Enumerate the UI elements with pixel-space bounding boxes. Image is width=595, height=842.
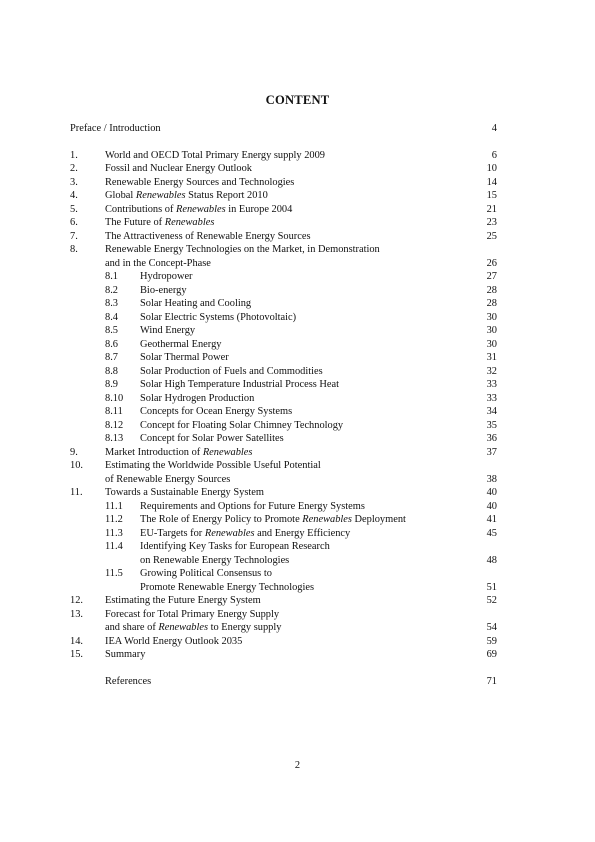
- toc-number: 8.13: [105, 433, 124, 444]
- toc-number: 4.: [70, 190, 78, 201]
- toc-page-number: 33: [486, 379, 497, 390]
- toc-entry-title: Concept for Solar Power Satellites: [140, 433, 284, 444]
- toc-entry-title: The Attractiveness of Renewable Energy Sources: [105, 231, 311, 242]
- toc-row: [0, 500, 595, 514]
- toc-page-number: 59: [486, 636, 497, 647]
- toc-page-number: 54: [486, 622, 497, 633]
- toc-row: [0, 311, 595, 325]
- toc-entry-title: Solar High Temperature Industrial Process Heat: [140, 379, 340, 390]
- toc-entry-title: of Renewable Energy Sources: [105, 474, 231, 485]
- toc-number: 8.11: [105, 406, 123, 417]
- toc-number: 8.: [70, 244, 78, 255]
- toc-number: 8.7: [105, 352, 118, 363]
- toc-number: 2.: [70, 163, 78, 174]
- toc-row: [0, 513, 595, 527]
- toc-entry-title: Identifying Key Tasks for European Research: [140, 541, 330, 552]
- toc-row: [0, 297, 595, 311]
- toc-entry-title: Solar Production of Fuels and Commodities: [140, 366, 323, 377]
- toc-row: [0, 621, 595, 635]
- toc-row: [0, 554, 595, 568]
- toc-entry-title: The Role of Energy Policy to Promote Renewables Deployment: [140, 514, 406, 525]
- toc-row: [0, 567, 595, 581]
- toc-entry-title: Renewable Energy Technologies on the Market, in Demonstration: [105, 244, 380, 255]
- toc-number: 8.5: [105, 325, 118, 336]
- toc-entry-title: EU-Targets for Renewables and Energy Efficiency: [140, 528, 351, 539]
- toc-page-number: 6: [491, 150, 497, 161]
- toc-row: [0, 405, 595, 419]
- toc-row: [0, 675, 595, 689]
- toc-page-number: 27: [486, 271, 497, 282]
- toc-page-number: 30: [486, 312, 497, 323]
- toc-number: 5.: [70, 204, 78, 215]
- toc-row: [0, 486, 595, 500]
- toc-number: 8.2: [105, 285, 118, 296]
- toc-row: [0, 459, 595, 473]
- toc-page-number: 40: [486, 487, 497, 498]
- toc-page-number: 51: [486, 582, 497, 593]
- toc-entry-title: Concepts for Ocean Energy Systems: [140, 406, 293, 417]
- toc-page-number: 32: [486, 366, 497, 377]
- toc-number: 11.4: [105, 541, 123, 552]
- toc-number: 8.9: [105, 379, 118, 390]
- toc-row: [0, 540, 595, 554]
- toc-entry-title: Estimating the Future Energy System: [105, 595, 261, 606]
- toc-number: 11.5: [105, 568, 123, 579]
- toc-page-number: 15: [486, 190, 497, 201]
- toc-entry-title: Estimating the Worldwide Possible Useful Potential: [105, 460, 321, 471]
- toc-number: 8.1: [105, 271, 118, 282]
- toc-page-number: 35: [486, 420, 497, 431]
- toc-entry-title: Preface / Introduction: [70, 123, 161, 134]
- toc-entry-title: Renewable Energy Sources and Technologies: [105, 177, 295, 188]
- toc-row: [0, 203, 595, 217]
- toc-number: 8.8: [105, 366, 118, 377]
- toc-page-number: 41: [486, 514, 497, 525]
- toc-page-number: 48: [486, 555, 497, 566]
- toc-row: [0, 419, 595, 433]
- toc-row: [0, 432, 595, 446]
- toc-row: [0, 378, 595, 392]
- toc-number: 11.: [70, 487, 83, 498]
- toc-page-number: 10: [486, 163, 497, 174]
- toc-number: 15.: [70, 649, 83, 660]
- toc-row: [0, 243, 595, 257]
- toc-row: [0, 176, 595, 190]
- toc-entry-title: Geothermal Energy: [140, 339, 222, 350]
- toc-number: 12.: [70, 595, 83, 606]
- toc-number: 6.: [70, 217, 78, 228]
- toc-entry-title: Solar Thermal Power: [140, 352, 229, 363]
- toc-entry-title: and share of Renewables to Energy supply: [105, 622, 282, 633]
- toc-entry-title: Promote Renewable Energy Technologies: [140, 582, 315, 593]
- toc-row: [0, 473, 595, 487]
- toc-page-number: 71: [486, 676, 497, 687]
- toc-page-number: 31: [486, 352, 497, 363]
- toc-number: 8.12: [105, 420, 124, 431]
- toc-row: [0, 257, 595, 271]
- toc-row: [0, 635, 595, 649]
- toc-row: [0, 284, 595, 298]
- toc-page-number: 69: [486, 649, 497, 660]
- toc-page-number: 14: [486, 177, 497, 188]
- toc-entry-title: Solar Electric Systems (Photovoltaic): [140, 312, 297, 323]
- toc-page-number: 23: [486, 217, 497, 228]
- toc-entry-title: Hydropower: [140, 271, 193, 282]
- toc-entry-title: The Future of Renewables: [105, 217, 215, 228]
- toc-number: 8.4: [105, 312, 118, 323]
- toc-page-number: 40: [486, 501, 497, 512]
- toc-page-number: 52: [486, 595, 497, 606]
- toc-entry-title: Solar Hydrogen Production: [140, 393, 255, 404]
- toc-row: [0, 365, 595, 379]
- toc-entry-title: Concept for Floating Solar Chimney Technology: [140, 420, 344, 431]
- toc-row: [0, 351, 595, 365]
- toc-page-number: 26: [486, 258, 497, 269]
- toc-entry-title: Global Renewables Status Report 2010: [105, 190, 268, 201]
- toc-row: [0, 392, 595, 406]
- toc-row: [0, 608, 595, 622]
- toc-number: 10.: [70, 460, 83, 471]
- toc-page-number: 38: [486, 474, 497, 485]
- toc-entry-title: Market Introduction of Renewables: [105, 447, 253, 458]
- toc-number: 13.: [70, 609, 83, 620]
- toc-entry-title: Fossil and Nuclear Energy Outlook: [105, 163, 252, 174]
- toc-entry-title: Bio-energy: [140, 285, 187, 296]
- toc-page-number: 34: [486, 406, 497, 417]
- toc-row: [0, 216, 595, 230]
- toc-page-number: 25: [486, 231, 497, 242]
- toc-row: [0, 122, 595, 136]
- toc-row: [0, 446, 595, 460]
- toc-row: [0, 189, 595, 203]
- toc-page-number: 30: [486, 339, 497, 350]
- toc-entry-title: and in the Concept-Phase: [105, 258, 211, 269]
- toc-entry-title: IEA World Energy Outlook 2035: [105, 636, 243, 647]
- toc-row: [0, 149, 595, 163]
- toc-row: [0, 230, 595, 244]
- toc-row: [0, 527, 595, 541]
- toc-number: 11.1: [105, 501, 123, 512]
- toc-entry-title: on Renewable Energy Technologies: [140, 555, 290, 566]
- toc-entry-title: World and OECD Total Primary Energy supply 2009: [105, 150, 325, 161]
- toc-number: 14.: [70, 636, 83, 647]
- toc-row: [0, 338, 595, 352]
- toc-entry-title: Forecast for Total Primary Energy Supply: [105, 609, 280, 620]
- toc-number: 8.3: [105, 298, 118, 309]
- toc-row: [0, 162, 595, 176]
- toc-number: 3.: [70, 177, 78, 188]
- toc-page-number: 33: [486, 393, 497, 404]
- page-title: CONTENT: [265, 93, 330, 107]
- toc-entry-title: Summary: [105, 649, 146, 660]
- toc-number: 8.6: [105, 339, 118, 350]
- toc-entry-title: Growing Political Consensus to: [140, 568, 272, 579]
- toc-page-number: 45: [486, 528, 497, 539]
- toc-page-number: 37: [486, 447, 497, 458]
- toc-entry-title: Requirements and Options for Future Energy Systems: [140, 501, 365, 512]
- toc-number: 8.10: [105, 393, 124, 404]
- toc-number: 11.2: [105, 514, 123, 525]
- toc-row: [0, 581, 595, 595]
- toc-number: 7.: [70, 231, 78, 242]
- toc-number: 9.: [70, 447, 78, 458]
- toc-row: [0, 594, 595, 608]
- toc-number: 11.3: [105, 528, 123, 539]
- toc-page-number: 30: [486, 325, 497, 336]
- toc-page-number: 28: [486, 285, 497, 296]
- toc-page-number: 28: [486, 298, 497, 309]
- toc-page-number: 21: [486, 204, 497, 215]
- toc-page-number: 4: [491, 123, 497, 134]
- toc-entry-title: Contributions of Renewables in Europe 2004: [105, 204, 293, 215]
- toc-row: [0, 270, 595, 284]
- toc-row: [0, 648, 595, 662]
- toc-entry-title: Wind Energy: [140, 325, 196, 336]
- toc-entry-title: Solar Heating and Cooling: [140, 298, 252, 309]
- page-number: 2: [294, 760, 301, 771]
- toc-entry-title: References: [105, 676, 152, 687]
- toc-row: [0, 324, 595, 338]
- toc-entry-title: Towards a Sustainable Energy System: [105, 487, 264, 498]
- toc-page-number: 36: [486, 433, 497, 444]
- toc-number: 1.: [70, 150, 78, 161]
